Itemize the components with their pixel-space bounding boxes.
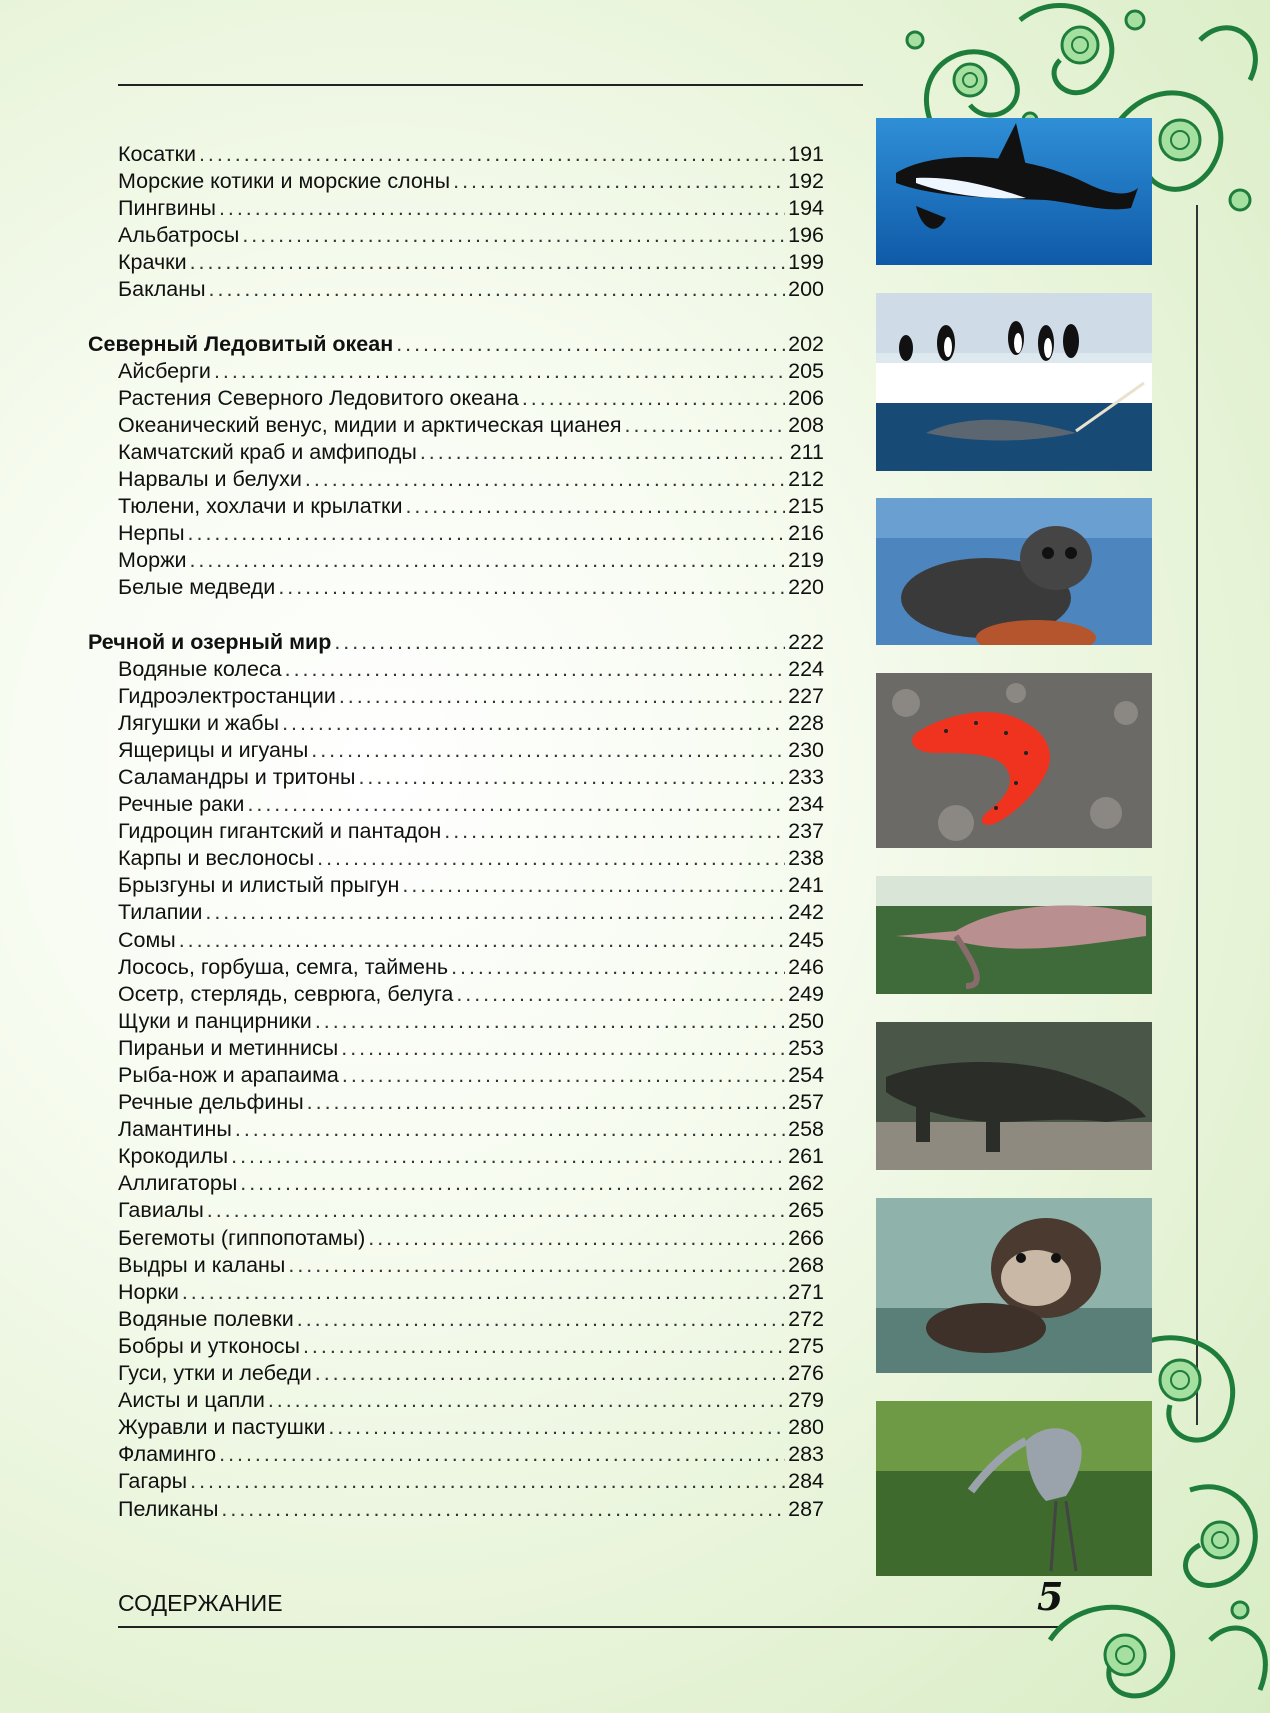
dot-leader [303,1334,785,1359]
toc-entry-title: Нерпы [118,521,185,546]
toc-entry [88,359,824,386]
toc-entry [88,1361,824,1388]
table-of-contents [88,142,824,1524]
dot-leader [288,1253,785,1278]
toc-entry-title: Пингвины [118,196,216,221]
toc-entry-page: 272 [788,1306,824,1331]
alligator-photo [876,1022,1152,1170]
dot-leader [405,494,785,519]
toc-entry [88,223,824,250]
toc-entry-title: Ящерицы и игуаны [118,737,309,762]
bottom-rule [118,1626,1063,1628]
toc-entry [88,873,824,900]
toc-entry-page: 224 [788,656,824,681]
dot-leader [242,223,785,248]
dot-leader [285,657,786,682]
dot-leader [297,1307,785,1332]
dot-leader [317,846,785,871]
dot-leader [451,955,785,980]
toc-entry-title: Тюлени, хохлачи и крылатки [118,494,403,519]
seal-photo [876,498,1152,645]
toc-entry [88,1009,824,1036]
dot-leader [456,982,785,1007]
toc-entry-title: Северный Ледовитый океан [88,331,394,356]
toc-entry-page: 216 [788,521,824,546]
toc-entry-page: 245 [788,927,824,952]
toc-entry-title: Гидроцин гигантский и пантадон [118,819,442,844]
toc-entry-title: Сомы [118,927,176,952]
toc-entry-title: Лягушки и жабы [118,710,280,735]
toc-entry [88,711,824,738]
side-rule [1196,205,1198,1425]
toc-entry-title: Пираньи и метиннисы [118,1035,339,1060]
toc-entry-title: Норки [118,1279,179,1304]
toc-entry-title: Растения Северного Ледовитого океана [118,385,519,410]
toc-entry-title: Водяные полевки [118,1306,294,1331]
dot-leader [219,1442,785,1467]
toc-entry-page: 257 [788,1090,824,1115]
toc-entry-page: 194 [788,196,824,221]
toc-section-heading [88,332,824,359]
toc-entry-page: 284 [788,1469,824,1494]
toc-entry-page: 253 [788,1035,824,1060]
dot-leader [444,819,785,844]
toc-entry-title: Водяные колеса [118,656,282,681]
toc-entry-title: Морские котики и морские слоны [118,169,451,194]
toc-entry-title: Гидроэлектростанции [118,683,336,708]
toc-entry-page: 241 [788,873,824,898]
toc-entry-title: Фламинго [118,1442,217,1467]
toc-entry-title: Брызгуны и илистый прыгун [118,873,400,898]
dot-leader [282,711,785,736]
toc-entry-page: 227 [788,683,824,708]
toc-entry-page: 215 [788,494,824,519]
toc-entry-page: 202 [788,331,824,356]
dot-leader [625,413,786,438]
toc-entry-page: 261 [788,1144,824,1169]
toc-entry [88,982,824,1009]
toc-entry-page: 250 [788,1008,824,1033]
toc-entry-page: 262 [788,1171,824,1196]
dot-leader [368,1226,785,1251]
toc-entry-page: 219 [788,548,824,573]
dot-leader [214,359,785,384]
toc-entry-title: Гагары [118,1469,188,1494]
penguins-narwhal-photo [876,293,1152,471]
dot-leader [278,575,785,600]
toc-entry-title: Речные дельфины [118,1090,304,1115]
toc-entry-title: Гавиалы [118,1198,204,1223]
dot-leader [188,521,786,546]
toc-entry-page: 265 [788,1198,824,1223]
toc-entry-title: Бобры и утконосы [118,1333,300,1358]
dot-leader [219,196,785,221]
dot-leader [396,332,785,357]
toc-entry-title: Океанический венус, мидии и арктическая цианея [118,412,622,437]
toc-entry-title: Крокодилы [118,1144,229,1169]
section-gap [88,603,824,630]
orca-photo [876,118,1152,265]
toc-entry-page: 242 [788,900,824,925]
toc-entry-title: Пеликаны [118,1496,219,1521]
toc-entry [88,467,824,494]
dot-leader [240,1171,785,1196]
dot-leader [235,1117,785,1142]
toc-entry-page: 222 [788,629,824,654]
page-number: 5 [1037,1574,1064,1619]
dot-leader [190,1469,785,1494]
toc-entry-page: 212 [788,467,824,492]
dot-leader [305,467,785,492]
toc-entry [88,1198,824,1225]
section-gap [88,305,824,332]
dot-leader [339,684,785,709]
toc-entry-title: Тилапии [118,900,203,925]
dot-leader [342,1063,785,1088]
top-rule [118,84,863,86]
toc-entry-page: 233 [788,764,824,789]
toc-entry [88,1117,824,1144]
toc-entry-title: Альбатросы [118,223,240,248]
dot-leader [207,1198,785,1223]
toc-entry [88,657,824,684]
dot-leader [311,738,785,763]
toc-entry [88,1171,824,1198]
toc-entry-page: 199 [788,250,824,275]
toc-entry [88,1388,824,1415]
toc-entry-title: Щуки и панцирники [118,1008,312,1033]
toc-entry [88,1226,824,1253]
toc-entry-title: Аллигаторы [118,1171,238,1196]
toc-entry-page: 276 [788,1361,824,1386]
toc-entry-title: Осетр, стерлядь, севрюга, белуга [118,981,454,1006]
toc-entry [88,1144,824,1171]
toc-entry-title: Крачки [118,250,187,275]
footer-section-label: СОДЕРЖАНИЕ [118,1590,283,1616]
toc-entry [88,250,824,277]
toc-entry-title: Журавли и пастушки [118,1415,326,1440]
toc-entry [88,1036,824,1063]
toc-entry-title: Камчатский краб и амфиподы [118,439,417,464]
toc-entry-title: Гуси, утки и лебеди [118,1361,312,1386]
toc-entry-title: Моржи [118,548,187,573]
dot-leader [247,792,785,817]
toc-entry-title: Саламандры и тритоны [118,764,356,789]
toc-entry [88,277,824,304]
dot-leader [190,250,786,275]
toc-entry-page: 258 [788,1117,824,1142]
toc-entry [88,494,824,521]
toc-entry [88,900,824,927]
dot-leader [522,386,785,411]
toc-entry [88,792,824,819]
toc-entry [88,1497,824,1524]
heron-photo [876,1401,1152,1576]
toc-entry [88,169,824,196]
dot-leader [189,548,785,573]
toc-entry-page: 246 [788,954,824,979]
toc-entry [88,1253,824,1280]
dot-leader [199,142,785,167]
dot-leader [328,1415,785,1440]
toc-entry [88,765,824,792]
toc-entry [88,1469,824,1496]
toc-entry-title: Лосось, горбуша, семга, таймень [118,954,449,979]
sawfish-photo [876,876,1152,994]
dot-leader [315,1361,785,1386]
toc-entry-page: 228 [788,710,824,735]
dot-leader [402,873,785,898]
toc-entry-title: Речной и озерный мир [88,629,332,654]
toc-entry [88,440,824,467]
toc-entry-title: Карпы и веслоносы [118,846,315,871]
toc-entry-page: 237 [788,819,824,844]
dot-leader [182,1280,785,1305]
toc-entry [88,1063,824,1090]
dot-leader [268,1388,785,1413]
dot-leader [221,1497,785,1522]
toc-entry [88,1442,824,1469]
toc-entry-page: 254 [788,1063,824,1087]
toc-entry-page: 275 [788,1333,824,1358]
toc-entry-page: 234 [788,792,824,817]
toc-entry [88,413,824,440]
toc-entry-page: 230 [788,737,824,762]
toc-entry [88,928,824,955]
toc-entry [88,955,824,982]
dot-leader [420,440,787,465]
toc-entry-page: 266 [788,1225,824,1250]
toc-entry-page: 279 [788,1388,824,1413]
dot-leader [453,169,785,194]
toc-entry [88,386,824,413]
toc-entry [88,142,824,169]
toc-entry-title: Ламантины [118,1117,232,1142]
toc-entry-page: 220 [788,575,824,600]
toc-entry-page: 200 [788,277,824,302]
dot-leader [205,900,785,925]
toc-entry [88,1280,824,1307]
toc-entry [88,521,824,548]
toc-entry-page: 280 [788,1415,824,1440]
toc-entry-title: Аисты и цапли [118,1388,265,1413]
dot-leader [307,1090,785,1115]
newt-photo [876,673,1152,848]
toc-entry [88,1307,824,1334]
toc-entry-page: 192 [788,169,824,194]
toc-entry-page: 249 [788,981,824,1006]
toc-entry-title: Рыба-нож и арапаима [118,1063,339,1087]
toc-entry [88,1090,824,1117]
toc-entry [88,548,824,575]
toc-entry-title: Бегемоты (гиппопотамы) [118,1225,366,1250]
dot-leader [341,1036,785,1061]
dot-leader [358,765,785,790]
toc-entry-page: 271 [788,1279,824,1304]
toc-entry [88,738,824,765]
toc-entry-page: 211 [789,439,824,464]
toc-entry-page: 238 [788,846,824,871]
dot-leader [231,1144,785,1169]
toc-entry [88,819,824,846]
toc-entry-page: 191 [788,142,824,166]
toc-entry [88,846,824,873]
toc-entry-page: 287 [788,1496,824,1521]
dot-leader [334,630,785,655]
toc-entry-page: 283 [788,1442,824,1467]
dot-leader [209,277,786,302]
toc-entry [88,575,824,602]
toc-entry [88,1415,824,1442]
toc-entry-page: 206 [788,385,824,410]
toc-entry-title: Выдры и каланы [118,1252,286,1277]
toc-entry-title: Бакланы [118,277,206,302]
toc-entry-title: Айсберги [118,358,211,383]
toc-section-heading [88,630,824,657]
toc-entry [88,1334,824,1361]
toc-entry-page: 208 [788,412,824,437]
toc-entry [88,684,824,711]
dot-leader [315,1009,785,1034]
toc-entry-title: Косатки [118,142,196,166]
sea-otter-photo [876,1198,1152,1373]
toc-entry-title: Речные раки [118,792,245,817]
toc-entry-title: Белые медведи [118,575,276,600]
toc-entry-title: Нарвалы и белухи [118,467,302,492]
toc-entry-page: 268 [788,1252,824,1277]
toc-entry-page: 205 [788,358,824,383]
toc-entry-page: 196 [788,223,824,248]
toc-entry [88,196,824,223]
dot-leader [179,928,785,953]
